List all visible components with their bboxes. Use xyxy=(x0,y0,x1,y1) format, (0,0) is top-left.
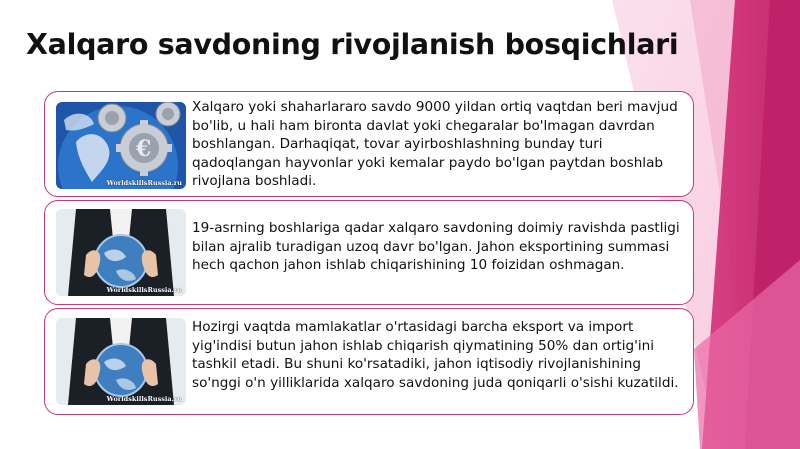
image-watermark: WorldskillsRussia.ru xyxy=(106,286,182,294)
image-watermark: WorldskillsRussia.ru xyxy=(106,395,182,403)
hands-globe-image xyxy=(56,318,186,405)
card-text: Hozirgi vaqtda mamlakatlar o'rtasidagi barcha eksport va import yig'indisi butun jahon ishlab chiqarish qiymatining 50% dan ortig'ini tashkil etadi. Bu shuni ko'rsatadiki, jahon iqtisodiy rivojlanishining so'nggi o'n yilliklarida xalqaro savdoning juda qoniqarli o'sishi kuzatildi. xyxy=(192,319,679,391)
globe-gears-image xyxy=(56,102,186,189)
svg-text:€: € xyxy=(136,136,152,162)
info-card xyxy=(44,91,694,197)
card-text: 19-asrning boshlariga qadar xalqaro savdoning doimiy ravishda pastligi bilan ajralib turadigan uzoq davr bo'lgan. Jahon eksportining summasi hech qachon jahon ishlab chiqarishining 10 foizidan oshmagan. xyxy=(192,220,680,273)
hands-globe-image xyxy=(56,209,186,296)
info-card xyxy=(44,200,694,305)
slide-title: Xalqaro savdoning rivojlanish bosqichlari xyxy=(26,28,679,61)
image-watermark: WorldskillsRussia.ru xyxy=(106,179,182,187)
info-card xyxy=(44,308,694,415)
card-text: Xalqaro yoki shaharlararo savdo 9000 yildan ortiq vaqtdan beri mavjud bo'lib, u hali ham bironta davlat yoki chegaralar bo'lmagan davrdan boshlangan. Darhaqiqat, tovar ayirboshlashning bunday turi qadoqlangan hayvonlar yoki kemalar paydo bo'lgan paytdan boshlab rivojlana boshladi. xyxy=(192,99,678,189)
